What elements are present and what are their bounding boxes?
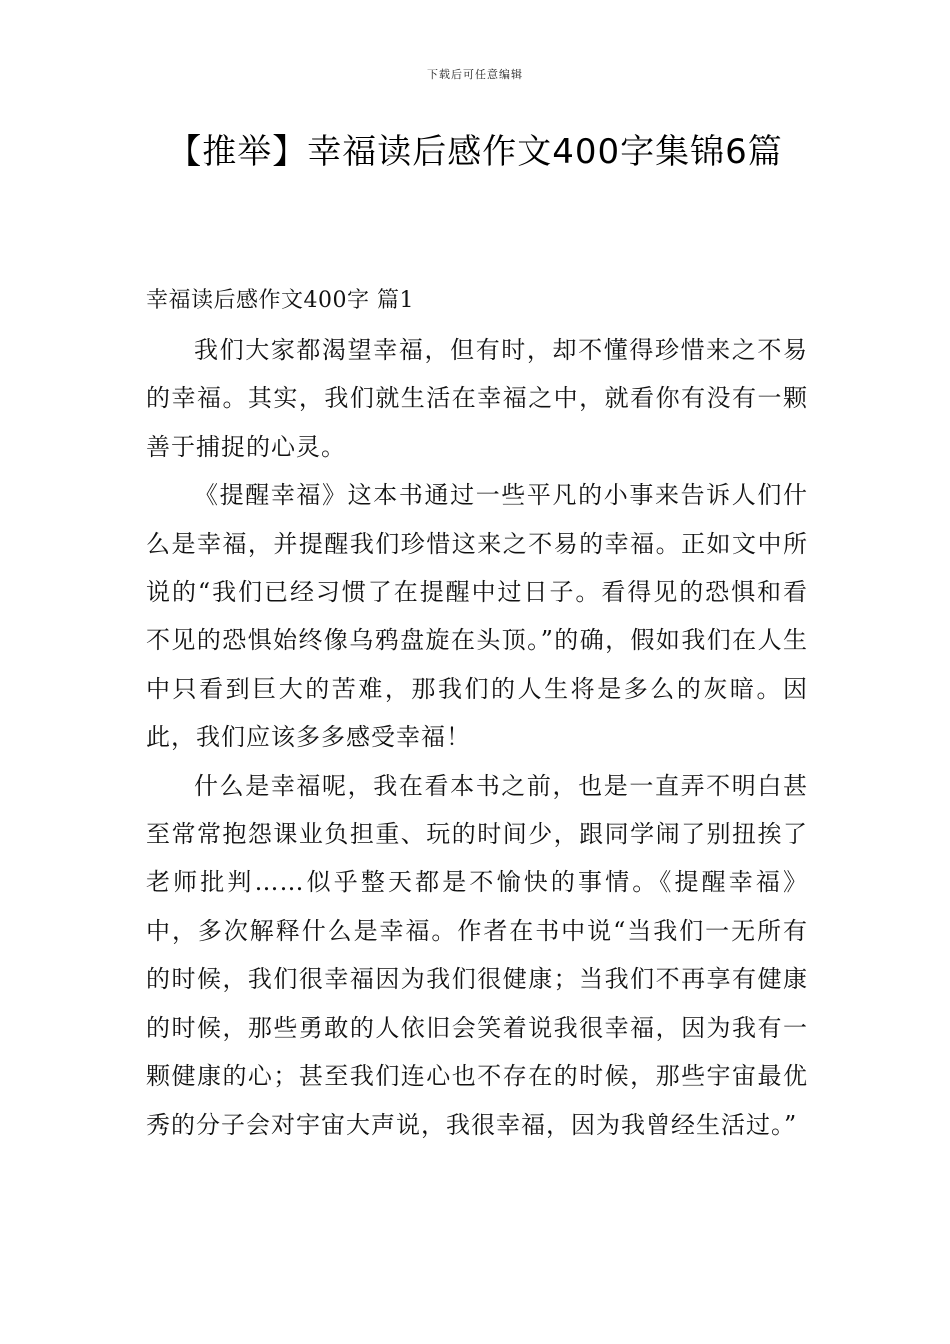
header-note: 下载后可任意编辑 — [427, 68, 523, 81]
section-heading: 幸福读后感作文400字 篇1 — [146, 288, 414, 313]
document-body — [146, 282, 808, 1149]
paragraph: 我们大家都渴望幸福，但有时，却不懂得珍惜来之不易的幸福。其实，我们就生活在幸福之中，就看你有没有一颗善于捕捉的心灵。 — [146, 336, 808, 461]
paragraph: 什么是幸福呢，我在看本书之前，也是一直弄不明白甚至常常抱怨课业负担重、玩的时间少，跟同学闹了别扭挨了老师批判……似乎整天都是不愉快的事情。《提醒幸福》中，多次解释什么是幸福。作者在书中说“当我们一无所有的时候，我们很幸福因为我们很健康；当我们不再享有健康的时候，那些勇敢的人依旧会笑着说我很幸福，因为我有一颗健康的心；甚至我们连心也不存在的时候，那些宇宙最优秀的分子会对宇宙大声说，我很幸福，因为我曾经生活过。” — [146, 771, 808, 1139]
paragraph: 《提醒幸福》这本书通过一些平凡的小事来告诉人们什么是幸福，并提醒我们珍惜这来之不易的幸福。正如文中所说的“我们已经习惯了在提醒中过日子。看得见的恐惧和看不见的恐惧始终像乌鸦盘旋在头顶。”的确，假如我们在人生中只看到巨大的苦难，那我们的人生将是多么的灰暗。因此，我们应该多多感受幸福！ — [146, 481, 808, 752]
document-title: 【推举】幸福读后感作文400字集锦6篇 — [167, 132, 783, 172]
